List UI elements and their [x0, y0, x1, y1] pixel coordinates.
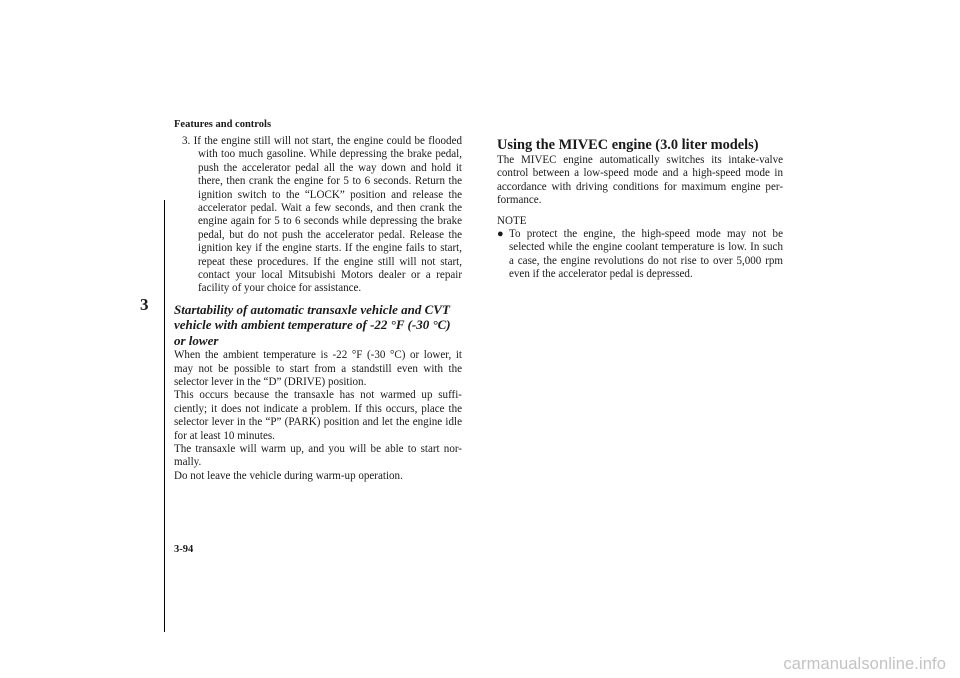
note-item — [497, 228, 783, 282]
step-3-text: 3. If the engine still will not start, the engine could be flooded with too much gasoline. While depressing the brake pedal, push the accelerator pedal all the way down and hold it there, then crank the engine for 5 to 6 seconds. Return the ignition switch to the “LOCK” position and release the accelerator pedal. Wait a few seconds, and then crank the engine again for 5 to 6 seconds while depressing the brake pedal, but do not push the accelerator pedal. Release the ignition key if the engine starts. If the engine fails to start, repeat these procedures. If the engine still will not start, contact your local Mitsubishi Motors dealer or a repair facility of your choice for assistance. — [182, 135, 462, 295]
chapter-tab-number: 3 — [140, 295, 149, 314]
chapter-tab-divider — [164, 200, 165, 632]
paragraph-transaxle-warm: This occurs because the transaxle has not warmed up suffi-ciently; it does not indicate a problem. If this occurs, place the selector lever in the “P” (PARK) position and let the engine idle for at least 10 minutes. — [174, 389, 462, 442]
paragraph-do-not-leave: Do not leave the vehicle during warm-up operation. — [174, 469, 403, 482]
left-column — [174, 135, 462, 483]
note-text: To protect the engine, the high-speed mode may not be selected while the engine coolant temperature is low. In such a case, the engine revolutions do not rise to over 5,000 rpm even if the accelerator pedal is depressed. — [509, 228, 783, 281]
bullet-icon: ● — [497, 228, 504, 241]
mivec-body: The MIVEC engine automatically switches its intake-valve control between a low-speed mode and a high-speed mode in accordance with driving conditions for maximum engine per-formance. — [497, 154, 783, 207]
section-header: Features and controls — [174, 119, 272, 130]
note-label: NOTE — [497, 214, 527, 227]
page-number: 3-94 — [174, 544, 194, 555]
right-column — [497, 137, 783, 282]
watermark: carmanualsonline.info — [783, 655, 946, 673]
startability-subheading: Startability of automatic transaxle vehicle and CVT vehicle with ambient temperature of -22 °F (-30 °C) or lower — [174, 301, 451, 348]
mivec-heading: Using the MIVEC engine (3.0 liter models) — [497, 137, 759, 153]
paragraph-ambient-temperature: When the ambient temperature is -22 °F (-30 °C) or lower, it may not be possible to start from a standstill even with the selector lever in the “D” (DRIVE) position. — [174, 349, 462, 388]
paragraph-start-normally: The transaxle will warm up, and you will be able to start nor-mally. — [174, 442, 462, 469]
